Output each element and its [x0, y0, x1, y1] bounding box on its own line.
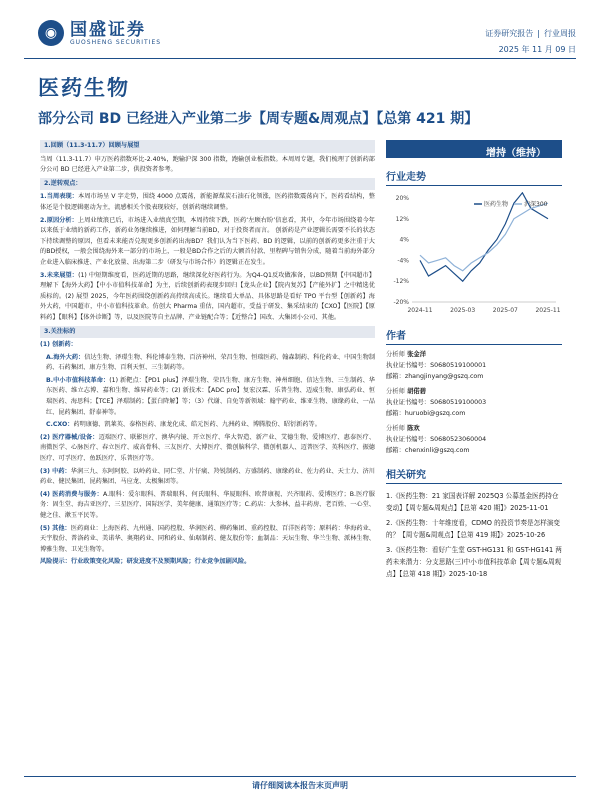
analyst-name: 陈欢	[407, 425, 420, 432]
header-divider	[24, 58, 576, 59]
rating-badge: 增持（维持）	[386, 140, 562, 158]
paragraph-7-head: (4) 医药消费与服务：	[40, 490, 103, 498]
related-item[interactable]: 1.《医药生物：21 家国表详解 2025Q3 公募基金医药持仓变动】【周专题&周观点】【总第 420 期】》2025-11-01	[386, 492, 559, 512]
separator: |	[537, 29, 540, 38]
analyst-item	[386, 386, 562, 419]
analyst-email[interactable]: 邮箱：zhangjinyang@gszq.com	[386, 373, 484, 380]
report-header	[0, 0, 600, 64]
analyst-cert: 执业证书编号：S0680523060004	[386, 436, 487, 443]
paragraph-4b-body: (1) 新靶点：【PD1 plus】泽璟生物、荣昌生物、康方生物、神州细胞、信达生物、三生制药、华东医药、维立志博、嘉和生物、维昇药业等；(2) 新技术：【ADC pro】复宏汉霖、乐普生物、迈威生物、康弘药业、恒瑞医药、海思科；【TCE】泽璟制药；【蛋白降解】等；（3）代谢、自免等新领域：翰宇药业、维亚生物、康缘药业、一品红、昆药集团、舒泰神等。	[46, 376, 375, 416]
paragraph-4a-body: 信达生物、泽璟生物、科伦博泰生物、百济神州、荣昌生物、恒瑞医药、翰森制药、科伦药业、中国生物制药、石药集团、康方生物、百利天恒、三生制药等。	[46, 353, 376, 372]
related-item[interactable]: 2.《医药生物：十年维度看，CDMO 的投资节奏是怎样演变的？【周专题&周观点】【总第 419 期】》2025-10-26	[386, 519, 561, 539]
trend-chart-svg	[386, 192, 562, 317]
legend-label: 医药生物	[484, 201, 509, 208]
y-tick-label: -4%	[397, 257, 409, 265]
paragraph-4c	[40, 420, 375, 431]
paragraph-8	[40, 524, 375, 556]
paragraph-3	[40, 271, 375, 324]
report-type	[485, 28, 576, 39]
x-tick-label: 2025-03	[450, 307, 476, 314]
paragraph-4-head: (1) 创新药：	[40, 341, 77, 349]
section-3-heading: 3.关注标的	[40, 326, 375, 339]
analyst-cert: 执业证书编号：S0680519100003	[386, 399, 487, 406]
section-2-heading: 2.逆转观点：	[40, 178, 375, 191]
analyst-name: 胡偌碧	[407, 388, 426, 395]
paragraph-2-head: 2.原因分析：	[40, 216, 78, 224]
analyst-label: 分析师	[386, 425, 405, 432]
paragraph-3-body: (1) 中短期维度看，医药近期的思路，继续深化好医药行为。为Q4-Q1反攻做准备，以BD预期【中国超市】理解下【海外大药】【中小市值科技革命】为主，后续创新药表现步回归【龙头企业】【院内复苏】【产能外扩】之中精选优质标的。(2) 展望 2025，今年医药围绕创新药高持续高成长。继续看大单品、具体思路是看好 TPO 平台型【创新药】海外大药，中国超市，中小市值科技革命。仿创大 Pharma 重估，国内超市，受益于研发、集采结束的【CXO】【医院】【原料药】【眼科】【体外诊断】等，以及医院等自主品牌、产业链配合等；【近整合】国改、大集团小公司、其他。	[40, 271, 376, 321]
paragraph-3-head: 3.未来展望：	[40, 271, 79, 279]
footer-disclaimer: 请仔细阅读本报告末页声明	[252, 781, 348, 790]
risk-warning: 风险提示：行业政策变化风险；研发进度不及预期风险；行业竞争加剧风险。	[40, 558, 251, 566]
paragraph-6-head: (3) 中药：	[40, 467, 71, 475]
paragraph-6-body: 华润三九、东阿阿胶、以岭药业、同仁堂、片仔癀、羚锐制药、方盛制药、康缘药业、佐力药业、天士力、济川药业、健民集团、昆药集团、马应龙、太极集团等。	[40, 467, 375, 486]
paragraph-1-head: 1.当周表现：	[40, 193, 78, 201]
paragraph-2-body: 上周业绩浪已后，市场进入业绩真空期，本周持续下跌，医药‘左顾右盼’信息看，其中，今年市场围绕着今年以来低于业绩的新药工作，新药业务继续推进，如何理解当前BD，对于投资者而言。 创新药是产业逻辑长需要不长的状态下持续调整的原因，但看未来能否兑现更多创新药出海BD？我们认为当下医药、BD 的逻辑，以前的创新药更多注重于大的BD授权，一般会围绕海外来一部分的市场上，一般是BD合作之后的大额首付款、里程碑与销售分成，随着当前海外部分企业进入临床推进、产业化放量、出海第二步（研发与市场合作）的逻辑正在发生。	[40, 216, 375, 266]
circle-logo-icon: ◉	[38, 20, 64, 46]
sidebar	[386, 140, 562, 583]
analyst-cert: 执业证书编号：S0680519100001	[386, 362, 487, 369]
y-tick-label: 12%	[395, 215, 409, 223]
section-1-text: 当周（11.3-11.7）申万医药指数环比-2.40%，跑输沪深 300 指数，跑输创业板指数。本周周专题，我们梳理了创新药部分公司 BD 已经进入产业第二步，供投资者参考。	[40, 155, 375, 174]
logo-cn-text: 国盛证券	[70, 19, 146, 40]
paragraph-4c-head: C.CXO：	[46, 421, 74, 429]
trend-chart	[386, 192, 562, 317]
y-tick-label: -12%	[393, 278, 409, 286]
related-list	[386, 490, 562, 580]
paragraph-6	[40, 467, 375, 488]
footer-divider	[24, 776, 576, 777]
paragraph-5-body: 迈瑞医疗、联影医疗、澳华内镜、开立医疗、华大智造、新产业、艾德生物、爱博医疗、惠泰医疗、南微医学、心脉医疗、春立医疗、威高骨科、三友医疗、大博医疗、微创脑科学、微创机器人、迈普医学、英科医疗、振德医疗、可孚医疗、鱼跃医疗、乐普医疗等。	[40, 433, 376, 463]
paragraph-5-head: (2) 医疗器械/设备：	[40, 433, 99, 441]
paragraph-4b-head: B.中小市值科技革命：	[46, 376, 110, 384]
y-tick-label: 4%	[399, 236, 409, 244]
logo-en-text: GUOSHENG SECURITIES	[70, 38, 162, 46]
x-tick-label: 2025-07	[492, 307, 518, 314]
analyst-name: 张金洋	[407, 351, 426, 358]
trend-heading: 行业走势	[386, 168, 562, 186]
analyst-item	[386, 349, 562, 382]
analyst-list	[386, 349, 562, 456]
related-item[interactable]: 3.《医药生物：看好广生堂 GST-HG131 和 GST-HG141 两药未来潜力：分支思路(三)中小市值科技革命【周专题&周观点】【总第 418 期】》2025-10-18	[386, 546, 562, 578]
x-tick-label: 2024-11	[407, 307, 433, 314]
paragraph-4a	[40, 353, 375, 374]
analyst-label: 分析师	[386, 388, 405, 395]
report-title: 部分公司 BD 已经进入产业第二步【周专题&周观点】【总第 421 期】	[38, 111, 479, 127]
paragraph-7	[40, 490, 375, 522]
paragraph-8-body: 医药商业：上海医药、九州通、国药控股、华润医药、柳药集团、重药控股、百洋医药等；原料药：华海药业、天宇股份、普洛药业、美诺华、奥翔药业、同和药业、仙琚制药、健友股份等；血制品：天坛生物、华兰生物、派林生物、博雅生物、卫光生物等。	[40, 524, 375, 553]
paragraph-4	[40, 340, 375, 351]
company-logo	[38, 20, 161, 46]
paragraph-1-body: 本周市场呈 V 字走势，围绕 4000 点震荡，新能源煤炭石油石化领涨，医药指数震荡向下，医药看结构，整体还是个股逻辑驱动为主，流感相关个股表现较好，创新药继续调整。	[40, 193, 375, 211]
paragraph-5	[40, 433, 375, 465]
report-kind-label: 行业周报	[544, 29, 576, 38]
analyst-label: 分析师	[386, 351, 405, 358]
series-line	[420, 203, 548, 271]
analyst-email[interactable]: 邮箱：chenxinli@gszq.com	[386, 447, 470, 454]
y-tick-label: -20%	[393, 299, 409, 306]
analyst-email[interactable]: 邮箱：huruobi@gszq.com	[386, 410, 466, 417]
related-heading: 相关研究	[386, 466, 562, 484]
paragraph-2	[40, 216, 375, 269]
analysts-heading: 作者	[386, 327, 562, 345]
paragraph-4a-head: A.海外大药：	[46, 353, 85, 361]
report-date: 2025 年 11 月 09 日	[498, 45, 576, 54]
section-1-heading: 1.回顾（11.3-11.7）回顾与展望	[40, 140, 375, 153]
report-type-label: 证券研究报告	[485, 29, 534, 38]
paragraph-8-head: (5) 其他：	[40, 524, 71, 532]
industry-name: 医药生物	[38, 76, 130, 100]
analyst-item	[386, 423, 562, 456]
paragraph-4b	[40, 376, 375, 418]
paragraph-4c-body: 药明康德、凯莱英、泰格医药、康龙化成、皓元医药、九洲药业、博腾股份、昭衍新药等。	[73, 421, 321, 429]
paragraph-7-body: A.眼科：爱尔眼科、普瑞眼科、何氏眼科、华厦眼科、欧普康视、兴齐眼药、爱博医疗；B.医疗服务：固生堂、海吉亚医疗、三星医疗、国际医学、美年健康、通策医疗等；C.药店：大参林、益丰药房、老百姓、一心堂、健之佳、漱玉平民等。	[40, 490, 375, 519]
main-content	[40, 140, 375, 570]
x-tick-label: 2025-11	[535, 307, 561, 314]
legend-label: 沪深300	[524, 201, 548, 208]
paragraph-1	[40, 192, 375, 213]
y-tick-label: 20%	[395, 195, 409, 202]
